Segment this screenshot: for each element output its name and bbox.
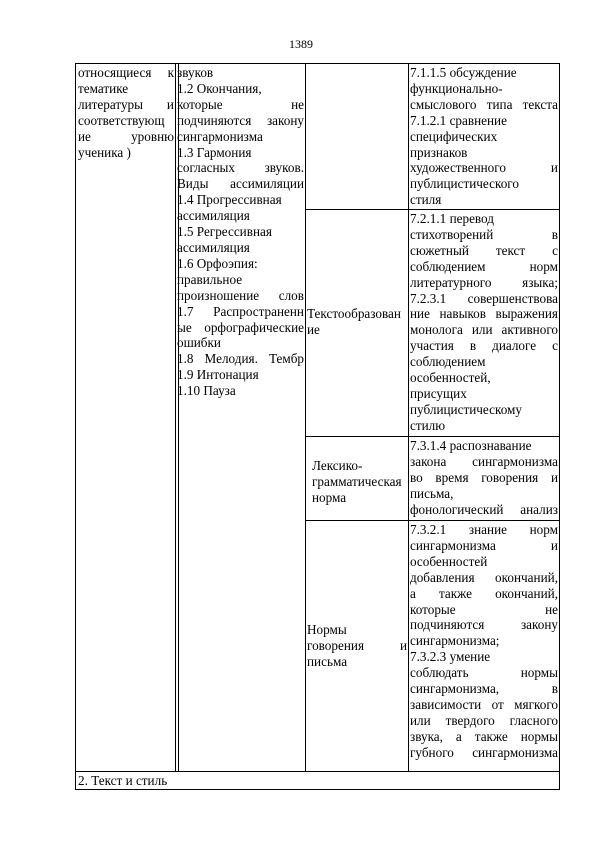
text-line: стиля xyxy=(410,192,442,208)
text-line: 7.3.2.3 умение xyxy=(410,649,491,665)
subtopic-column xyxy=(177,65,304,399)
text-line: звука, а также нормы xyxy=(410,728,558,744)
text-line: функционально- xyxy=(410,80,503,96)
text-line: тематике xyxy=(78,80,129,96)
text-line: 7.2.1.1 перевод xyxy=(410,211,494,226)
text-line: специфических xyxy=(410,128,498,144)
text-line: 1.8 Мелодия. Тембр xyxy=(177,351,304,367)
text-line: присущих xyxy=(410,385,467,401)
text-line: письма, xyxy=(410,485,454,501)
text-line: стихотворений в xyxy=(410,226,558,242)
text-line: зависимости от мягкого xyxy=(410,696,558,712)
text-line: закона сингармонизма xyxy=(410,453,558,469)
text-line: во время говорения и xyxy=(410,469,558,485)
text-line: сингармонизма и xyxy=(410,537,558,553)
text-line: губного сингармонизма xyxy=(410,744,558,760)
text-line: согласных звуков. xyxy=(177,160,304,176)
text-line: ние навыков выражения xyxy=(410,306,558,322)
text-line: сюжетный текст с xyxy=(410,242,558,258)
text-line: соответствующ xyxy=(78,112,165,128)
text-line: публицистического xyxy=(410,176,519,192)
text-line: публицистическому xyxy=(410,401,522,417)
text-line: Текстообразован xyxy=(307,306,401,321)
text-line: фонологический анализ xyxy=(410,501,558,517)
text-line: 1.4 Прогрессивная xyxy=(177,192,282,208)
text-line: ошибки xyxy=(177,335,221,351)
text-line: 7.1.1.5 обсуждение xyxy=(410,65,517,80)
text-line: 1.9 Интонация xyxy=(177,367,259,383)
skills-cell-row-3 xyxy=(410,438,558,518)
text-line: звуков xyxy=(177,65,214,80)
text-line: ассимиляция xyxy=(177,208,250,224)
text-line: 1.10 Пауза xyxy=(177,383,236,399)
skills-cell-row-1 xyxy=(410,65,558,208)
text-line: говорения и xyxy=(307,637,407,653)
text-line: соблюдением норм xyxy=(410,258,558,274)
text-line: подчиняются закону xyxy=(410,617,558,633)
text-line: 1.6 Орфоэпия: xyxy=(177,255,258,271)
text-line: монолога или активного xyxy=(410,322,558,338)
section-heading: 2. Текст и стиль xyxy=(78,773,168,788)
text-line: которые не xyxy=(177,96,304,112)
text-line: ученика ) xyxy=(78,144,131,160)
text-line: подчиняются закону xyxy=(177,112,304,128)
text-line: 7.3.1.4 распознавание xyxy=(410,438,532,453)
text-line: или твердого гласного xyxy=(410,712,558,728)
text-line: произношение слов xyxy=(177,287,304,303)
page-number: 1389 xyxy=(289,37,313,51)
text-line: сингармонизма; xyxy=(410,633,500,649)
text-line: Виды ассимиляции xyxy=(177,176,304,192)
category-cell-row-3 xyxy=(312,458,407,506)
text-line: 1.7 Распространенн xyxy=(177,303,304,319)
skills-cell-row-4 xyxy=(410,522,558,761)
text-line: стилю xyxy=(410,417,446,433)
text-line: литературного языка; xyxy=(410,274,558,290)
text-line: 1.5 Регрессивная xyxy=(177,224,272,240)
text-line: добавления окончаний, xyxy=(410,569,558,585)
text-line: сингармонизма, в xyxy=(410,681,558,697)
text-line: которые не xyxy=(410,601,558,617)
topic-column xyxy=(78,65,174,160)
text-line: 1.2 Окончания, xyxy=(177,80,262,96)
text-line: смыслового типа текста xyxy=(410,96,558,112)
text-line: Лексико- xyxy=(312,458,363,473)
text-line: 7.3.2.1 знание норм xyxy=(410,522,558,537)
text-line: соблюдать нормы xyxy=(410,665,558,681)
text-line: участия в диалоге с xyxy=(410,338,558,354)
text-line: художественного и xyxy=(410,160,558,176)
category-cell-row-4 xyxy=(307,622,407,670)
text-line: ые орфографические xyxy=(177,319,304,335)
text-line: 7.1.2.1 сравнение xyxy=(410,112,507,128)
text-line: относящиеся к xyxy=(78,65,174,80)
text-line: ие уровню xyxy=(78,128,174,144)
text-line: письма xyxy=(307,653,348,669)
category-cell-row-2 xyxy=(307,306,407,338)
text-line: соблюдением xyxy=(410,354,486,370)
text-line: особенностей, xyxy=(410,370,491,386)
text-line: Нормы xyxy=(307,622,347,637)
text-line: ассимиляция xyxy=(177,239,250,255)
text-line: 1.3 Гармония xyxy=(177,144,252,160)
text-line: литературы и xyxy=(78,96,174,112)
text-line: норма xyxy=(312,489,347,505)
text-line: ие xyxy=(307,321,320,337)
text-line: грамматическая xyxy=(312,473,402,489)
text-line: а также окончаний, xyxy=(410,585,558,601)
text-line: особенностей xyxy=(410,553,488,569)
text-line: правильное xyxy=(177,271,243,287)
text-line: 7.2.3.1 совершенствова xyxy=(410,290,558,306)
text-line: сингармонизма xyxy=(177,128,263,144)
skills-cell-row-2 xyxy=(410,211,558,434)
text-line: признаков xyxy=(410,144,468,160)
